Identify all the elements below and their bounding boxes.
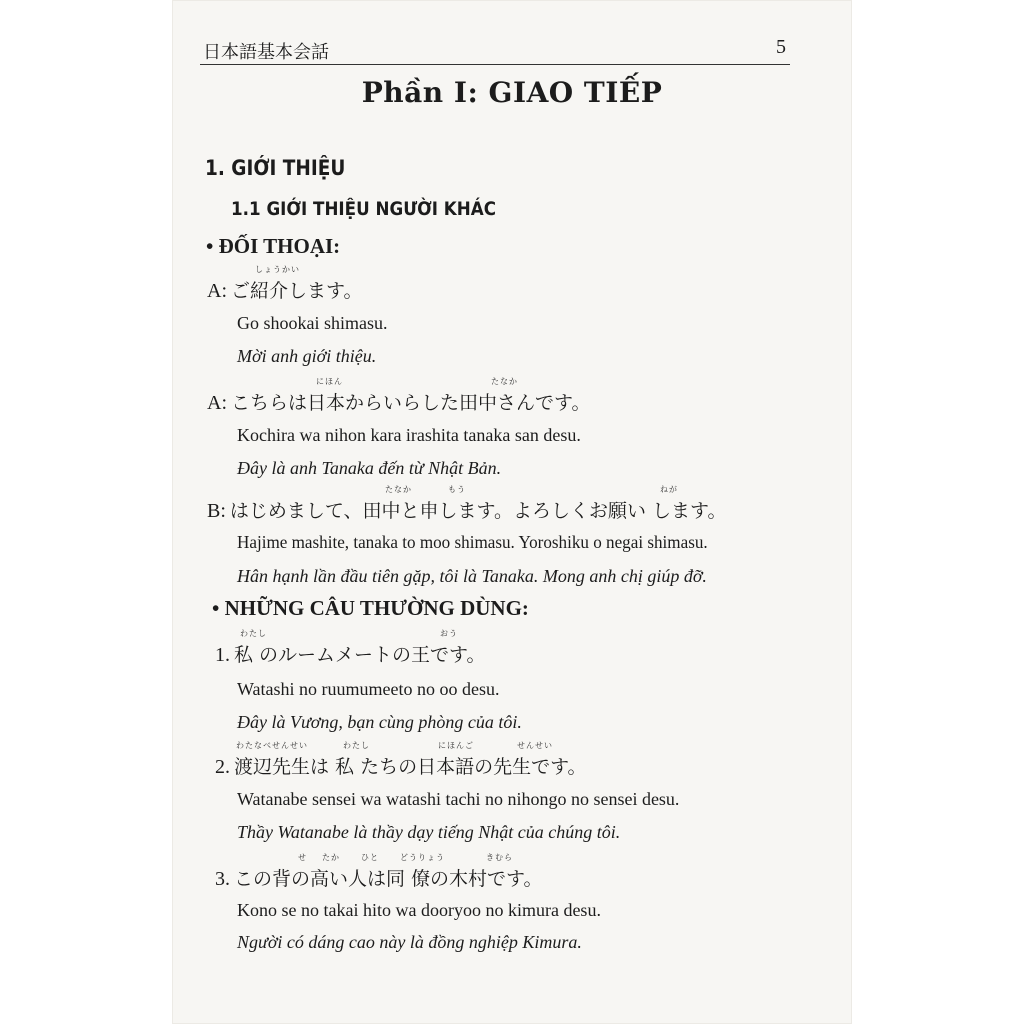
dialogue-heading: • ĐỐI THOẠI: bbox=[206, 234, 341, 258]
vietnamese-line: Mời anh giới thiệu. bbox=[237, 346, 377, 366]
furigana: たなか bbox=[491, 377, 518, 386]
speaker-label: A: bbox=[207, 392, 227, 414]
romaji-line: Watashi no ruumumeeto no oo desu. bbox=[237, 679, 500, 699]
vietnamese-line: Đây là anh Tanaka đến từ Nhật Bản. bbox=[237, 458, 502, 478]
furigana: たか bbox=[322, 853, 340, 862]
phrase-number: 3. bbox=[215, 868, 230, 890]
speaker-label: A: bbox=[207, 280, 227, 302]
dialogue-line-japanese bbox=[207, 388, 590, 415]
furigana: ひと bbox=[361, 853, 379, 862]
furigana: にほん bbox=[316, 377, 343, 386]
book-title: 日本語基本会話 bbox=[203, 42, 329, 63]
vietnamese-line: Thầy Watanabe là thầy dạy tiếng Nhật của chúng tôi. bbox=[237, 822, 621, 842]
phrase-japanese bbox=[215, 640, 486, 667]
vietnamese-line: Người có dáng cao này là đồng nghiệp Kimura. bbox=[237, 932, 582, 952]
romaji-line: Watanabe sensei wa watashi tachi no nihongo no sensei desu. bbox=[237, 789, 680, 809]
furigana: せ bbox=[298, 853, 307, 862]
phrase-japanese bbox=[215, 752, 587, 779]
japanese-text: ご紹介します。 bbox=[231, 280, 363, 302]
furigana: どうりょう bbox=[400, 853, 445, 862]
furigana: わたなべせんせい bbox=[236, 741, 308, 750]
furigana: せんせい bbox=[517, 741, 553, 750]
running-header bbox=[200, 38, 790, 65]
furigana: ねが bbox=[660, 485, 678, 494]
furigana: にほんご bbox=[438, 741, 474, 750]
subsection-title: 1.1 GIỚI THIỆU NGƯỜI KHÁC bbox=[231, 198, 496, 220]
romaji-line: Kono se no takai hito wa dooryoo no kimura desu. bbox=[237, 900, 601, 920]
romaji-line: Kochira wa nihon kara irashita tanaka san desu. bbox=[237, 425, 581, 445]
furigana: しょうかい bbox=[255, 265, 300, 274]
japanese-text: 私 のルームメートの王です。 bbox=[234, 644, 486, 666]
furigana: もう bbox=[448, 485, 466, 494]
vietnamese-line: Đây là Vương, bạn cùng phòng của tôi. bbox=[237, 712, 522, 732]
furigana: たなか bbox=[385, 485, 412, 494]
romaji-line: Hajime mashite, tanaka to moo shimasu. Yoroshiku o negai shimasu. bbox=[237, 532, 708, 552]
furigana: きむら bbox=[486, 853, 513, 862]
speaker-label: B: bbox=[207, 500, 226, 522]
section-title: 1. GIỚI THIỆU bbox=[205, 156, 346, 180]
furigana: わたし bbox=[240, 629, 267, 638]
phrase-number: 1. bbox=[215, 644, 230, 666]
part-title: Phần I: GIAO TIẾP bbox=[361, 76, 663, 109]
vietnamese-line: Hân hạnh lần đầu tiên gặp, tôi là Tanaka. Mong anh chị giúp đỡ. bbox=[237, 566, 707, 586]
phrase-japanese bbox=[215, 864, 543, 891]
japanese-text: こちらは日本からいらした田中さんです。 bbox=[231, 392, 591, 414]
furigana: わたし bbox=[343, 741, 370, 750]
romaji-line: Go shookai shimasu. bbox=[237, 313, 388, 333]
phrase-number: 2. bbox=[215, 756, 230, 778]
japanese-text: この背の高い人は同 僚の木村です。 bbox=[234, 868, 543, 890]
furigana: おう bbox=[440, 629, 458, 638]
japanese-text: はじめまして、田中と申します。よろしくお願い します。 bbox=[229, 500, 727, 522]
japanese-text: 渡辺先生は 私 たちの日本語の先生です。 bbox=[234, 756, 587, 778]
dialogue-line-japanese bbox=[207, 276, 362, 303]
page-number: 5 bbox=[776, 36, 786, 58]
dialogue-line-japanese bbox=[207, 496, 727, 523]
phrases-heading: • NHỮNG CÂU THƯỜNG DÙNG: bbox=[212, 596, 529, 620]
